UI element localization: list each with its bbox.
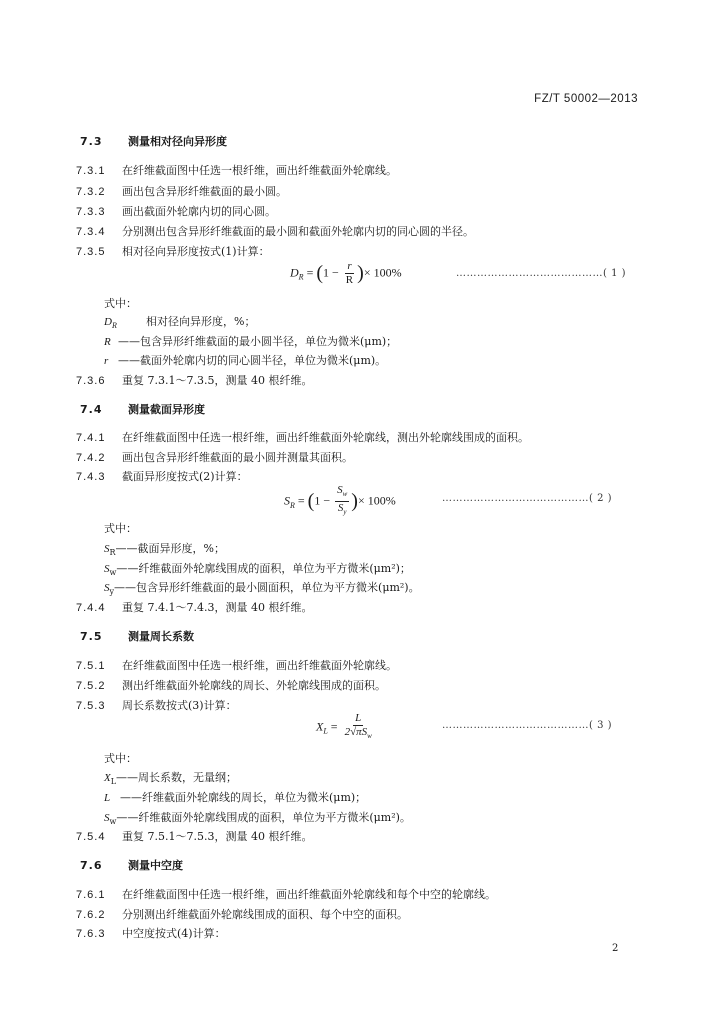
definition-sy: $S_y——$包含异形纤维截面的最小圆面积，单位为平方微米(μm²)。 [104, 581, 420, 597]
definition-r-small: r ——截面外轮廓内切的同心圆半径，单位为微米(μm)。 [104, 354, 387, 367]
clause-number: 7.3.5 [76, 246, 106, 258]
formula-1: $D_R = (1$ − $\frac{r}{R}$ )× 100% [290, 260, 402, 286]
where-label-2: 式中： [104, 522, 137, 535]
clause-7-4-4: 7.4.4 重复 7.4.1～7.4.3，测量 40 根纤维。 [76, 601, 313, 614]
clause-7-4-3: 7.4.3 截面异形度按式(2)计算： [76, 470, 248, 483]
where-label-3: 式中： [104, 752, 137, 765]
clause-text: 画出截面外轮廓内切的同心圆。 [122, 205, 276, 218]
clause-7-5-2: 7.5.2 测出纤维截面外轮廓线的周长、外轮廓线围成的面积。 [76, 679, 386, 692]
section-number: 7.6 [80, 859, 103, 872]
clause-7-6-2: 7.6.2 分别测出纤维截面外轮廓线围成的面积、每个中空的面积。 [76, 908, 408, 921]
clause-7-6-3: 7.6.3 中空度按式(4)计算： [76, 927, 226, 940]
section-number: 7.3 [80, 135, 103, 148]
definition-sw-2: $S_w——$纤维截面外轮廓线围成的面积，单位为平方微米(μm²)。 [104, 811, 411, 827]
section-heading-7-6 [80, 857, 183, 873]
clause-number: 7.3.3 [76, 206, 106, 218]
section-heading-7-4 [80, 401, 205, 417]
section-heading-7-5 [80, 628, 194, 644]
formula-2-leader: ……………………………………( 2 ) [442, 493, 613, 504]
clause-text: 画出包含异形纤维截面的最小圆。 [122, 185, 287, 198]
section-title: 测量中空度 [128, 859, 183, 872]
definition-sr: $S_R——$截面异形度，%； [104, 542, 225, 558]
clause-7-3-3 [76, 203, 276, 219]
definition-sw: $S_w——$纤维截面外轮廓线围成的面积，单位为平方微米(μm²)； [104, 562, 411, 578]
clause-7-5-1: 7.5.1 在纤维截面图中任选一根纤维，画出纤维截面外轮廓线。 [76, 659, 397, 672]
clause-7-3-5 [76, 243, 270, 259]
definition-dr: $D_R$ 相对径向异形度，%； [104, 315, 256, 331]
clause-text: 分别测出包含异形纤维截面的最小圆和截面外轮廓内切的同心圆的半径。 [122, 225, 474, 238]
clause-text: 相对径向异形度按式(1)计算： [122, 245, 270, 258]
formula-3: $X_L$ = $\frac{L}{2√\pi S_w}$ [316, 712, 372, 741]
clause-7-3-2 [76, 183, 287, 199]
clause-7-5-3: 7.5.3 周长系数按式(3)计算： [76, 699, 237, 712]
definition-l: L ——纤维截面外轮廓线的周长，单位为微米(μm)； [104, 791, 367, 804]
formula-1-leader: ……………………………………( 1 ) [456, 268, 627, 279]
formula-3-leader: ……………………………………( 3 ) [442, 720, 613, 731]
clause-7-4-2: 7.4.2 画出包含异形纤维截面的最小圆并测量其面积。 [76, 451, 353, 464]
clause-7-3-1 [76, 162, 397, 178]
clause-7-4-1: 7.4.1 在纤维截面图中任选一根纤维，画出纤维截面外轮廓线，测出外轮廓线围成的面积。 [76, 431, 529, 444]
clause-number: 7.3.2 [76, 186, 106, 198]
section-heading-7-3 [80, 133, 227, 149]
page-number: 2 [612, 943, 619, 954]
clause-7-3-6: 7.3.6 重复 7.3.1～7.3.5，测量 40 根纤维。 [76, 374, 313, 387]
clause-number: 7.3.4 [76, 226, 106, 238]
section-number: 7.5 [80, 630, 103, 643]
definition-xl: $X_L——$周长系数，无量纲； [104, 771, 238, 787]
where-label-1: 式中： [104, 297, 137, 310]
document-code: FZ/T 50002—2013 [534, 93, 638, 105]
clause-7-6-1: 7.6.1 在纤维截面图中任选一根纤维，画出纤维截面外轮廓线和每个中空的轮廓线。 [76, 888, 496, 901]
clause-text: 在纤维截面图中任选一根纤维，画出纤维截面外轮廓线。 [122, 164, 397, 177]
section-title: 测量相对径向异形度 [128, 135, 227, 148]
formula-2: $S_R = (1$ − $\frac{S_w}{S_y}$ )× 100% [284, 484, 396, 517]
section-title: 测量截面异形度 [128, 403, 205, 416]
clause-7-5-4: 7.5.4 重复 7.5.1～7.5.3，测量 40 根纤维。 [76, 830, 313, 843]
definition-r-big: R ——包含异形纤维截面的最小圆半径，单位为微米(μm)； [104, 335, 398, 348]
clause-7-3-4 [76, 223, 474, 239]
section-title: 测量周长系数 [128, 630, 194, 643]
section-number: 7.4 [80, 403, 103, 416]
clause-number: 7.3.1 [76, 165, 106, 177]
